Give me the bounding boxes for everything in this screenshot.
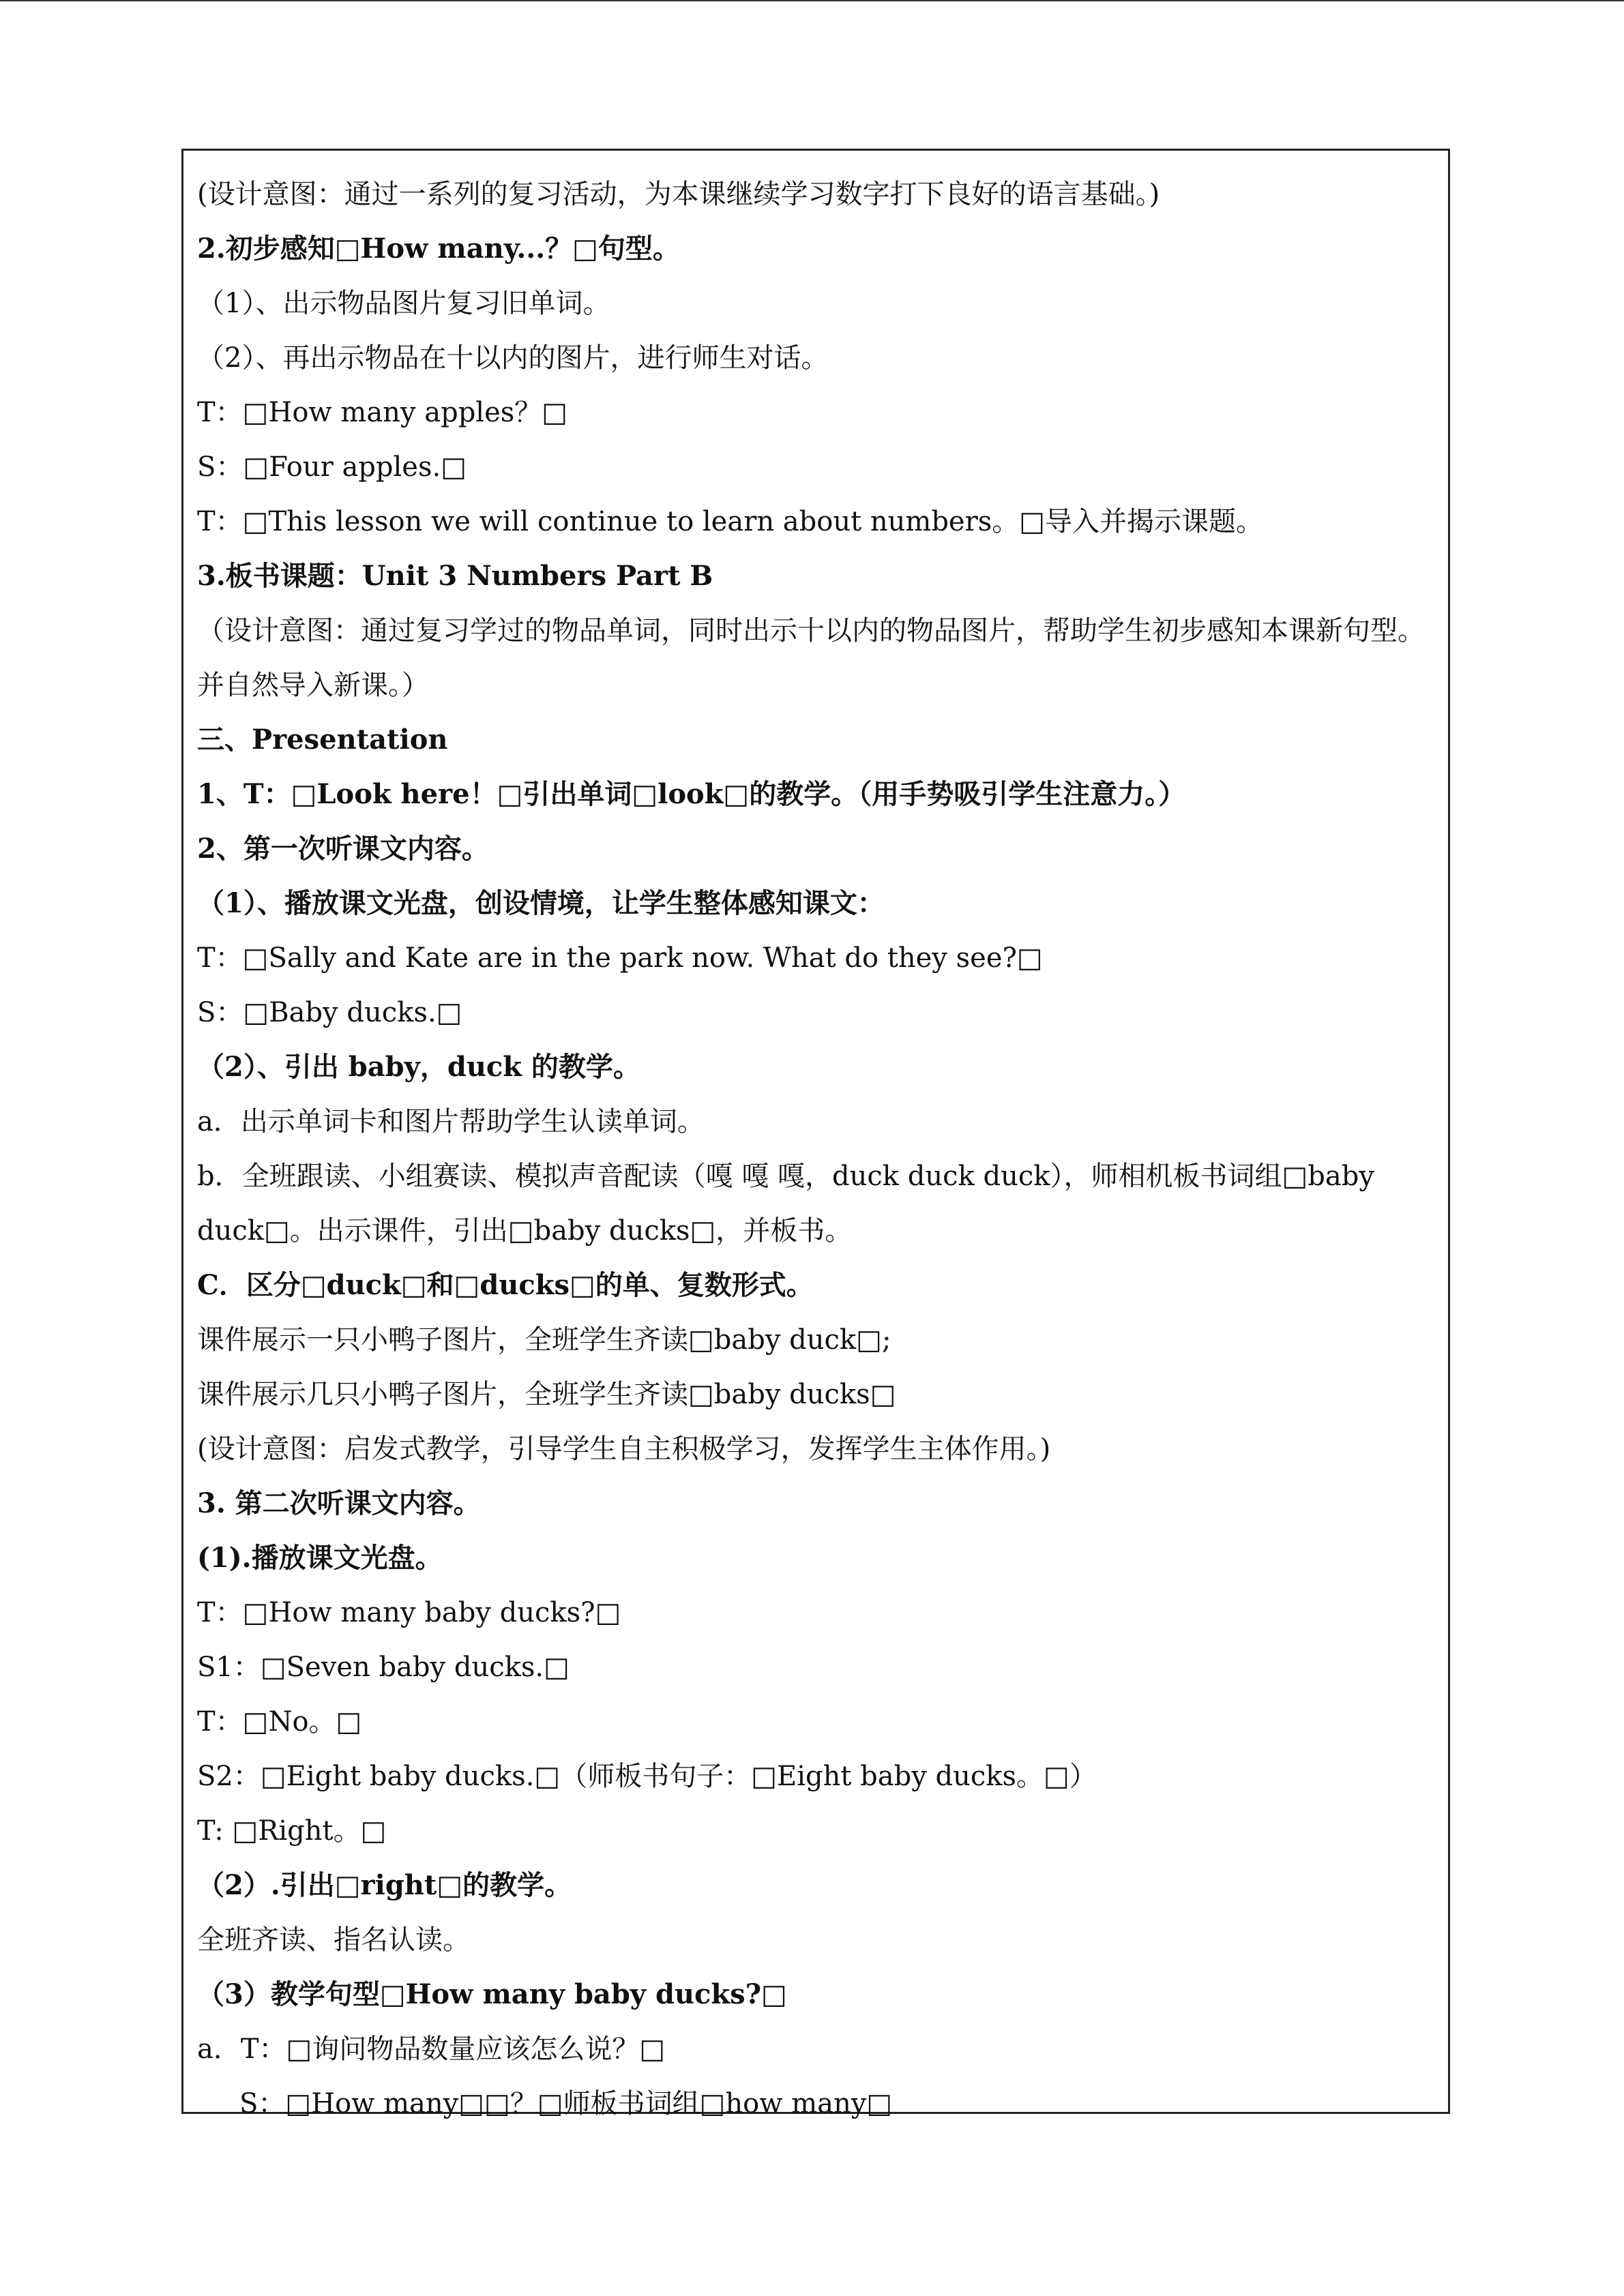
text-line: 3.板书课题：Unit 3 Numbers Part B: [197, 560, 713, 592]
text-line: 1、T：□Look here！□引出单词□look□的教学。（用手势吸引学生注意力。）: [197, 778, 1186, 810]
text-line: （1）、出示物品图片复习旧单词。: [197, 288, 610, 319]
page-top-border: [0, 0, 1624, 1]
text-line: (设计意图：启发式教学，引导学生自主积极学习，发挥学生主体作用。): [197, 1433, 1051, 1465]
text-line: S：□How many□□？□师板书词组□how many□: [239, 2088, 893, 2119]
text-line: S1：□Seven baby ducks.□: [197, 1652, 570, 1683]
text-line: （2）.引出□right□的教学。: [197, 1869, 572, 1901]
text-line: T：□Sally and Kate are in the park now. What do they see?□: [197, 942, 1043, 974]
text-line: S：□Four apples.□: [197, 451, 467, 483]
text-line: T：□How many baby ducks?□: [197, 1597, 621, 1628]
text-line: （2）、引出 baby，duck 的教学。: [197, 1051, 640, 1083]
text-line: C．区分□duck□和□ducks□的单、复数形式。: [197, 1269, 814, 1301]
text-line: （1）、播放课文光盘，创设情境，让学生整体感知课文：: [197, 887, 885, 919]
text-line: 课件展示几只小鸭子图片，全班学生齐读□baby ducks□: [197, 1379, 896, 1410]
text-line: 三、Presentation: [197, 724, 448, 756]
text-line: (设计意图：通过一系列的复习活动，为本课继续学习数字打下良好的语言基础。): [197, 179, 1160, 210]
text-line: S2：□Eight baby ducks.□（师板书句子：□Eight baby ducks。□）: [197, 1761, 1097, 1792]
text-line: 3. 第二次听课文内容。: [197, 1487, 481, 1519]
text-line: （2）、再出示物品在十以内的图片，进行师生对话。: [197, 342, 829, 374]
text-line: 课件展示一只小鸭子图片，全班学生齐读□baby duck□;: [197, 1324, 891, 1356]
lesson-plan-content: [197, 167, 1436, 2131]
text-line: 2.初步感知□How many...？□句型。: [197, 233, 680, 265]
text-line: 2、第一次听课文内容。: [197, 833, 489, 865]
text-line: b．全班跟读、小组赛读、模拟声音配读（嘎 嘎 嘎，duck duck duck），师相机板书词组□baby duck□。出示课件，引出□baby ducks□，并板书。: [197, 1161, 1374, 1247]
text-line: a．T：□询问物品数量应该怎么说？□: [197, 2033, 666, 2065]
lesson-plan-table-cell: [181, 149, 1450, 2119]
text-line: a．出示单词卡和图片帮助学生认读单词。: [197, 1106, 705, 1137]
text-line: S：□Baby ducks.□: [197, 997, 462, 1028]
text-line: T：□This lesson we will continue to learn about numbers。□导入并揭示课题。: [197, 506, 1264, 537]
text-line: (1).播放课文光盘。: [197, 1542, 443, 1574]
text-line: T：□How many apples？□: [197, 397, 568, 428]
text-line: T: □Right。□: [197, 1815, 387, 1847]
text-line: （3）教学句型□How many baby ducks?□: [197, 1978, 787, 2010]
text-line: （设计意图：通过复习学过的物品单词，同时出示十以内的物品图片，帮助学生初步感知本课新句型。并自然导入新课。）: [197, 615, 1425, 701]
text-line: T：□No。□: [197, 1706, 362, 1738]
text-line: 全班齐读、指名认读。: [197, 1924, 470, 1956]
